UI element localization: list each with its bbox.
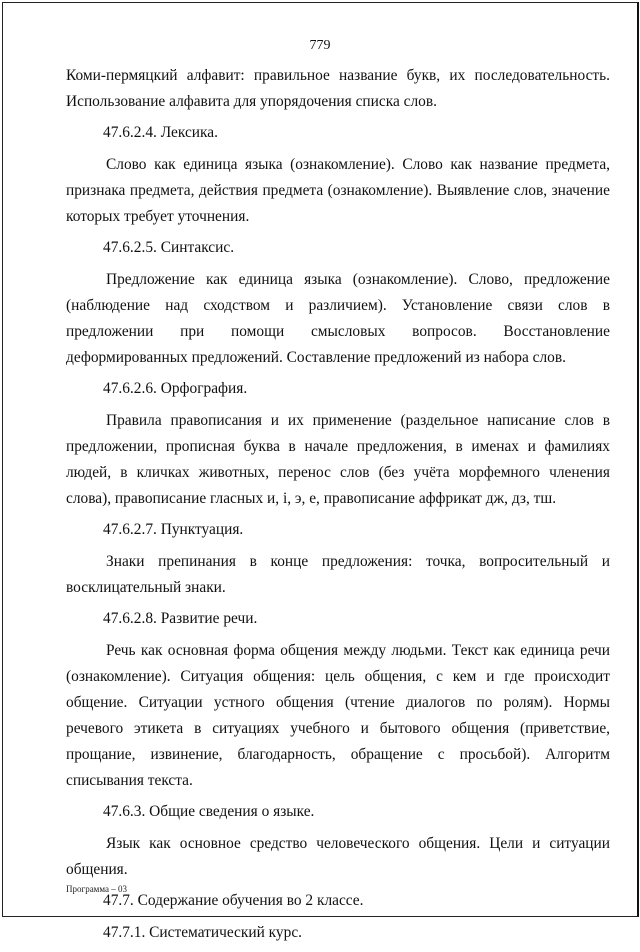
paragraph: Слово как единица языка (ознакомление). Слово как название предмета, признака предмета, действия предмета (ознакомление). Выявление слов, значение которых требует уточнения. (66, 156, 610, 225)
paragraph: Правила правописания и их применение (раздельное написание слов в предложении, прописная буква в начале предложения, в именах и фамилиях людей, в кличках животных, перенос слов (без учёта морфемного членения слова), правописание гласных и, i, э, е, правописание аффрикат дж, дз, тш. (66, 412, 610, 507)
paragraph: Речь как основная форма общения между людьми. Текст как единица речи (ознакомление). Ситуация общения: цель общения, с кем и где происходит общение. Ситуации устного общения (чтение диалогов по ролям). Нормы речевого этикета в ситуациях учебного и бытового общения (приветствие, прощание, извинение, благодарность, обращение с просьбой). Алгоритм списывания текста. (66, 642, 610, 789)
footer-note: Программа – 03 (66, 884, 128, 894)
section-heading: 47.7.1. Систематический курс. (103, 924, 303, 941)
section-heading: 47.6.2.7. Пунктуация. (103, 521, 244, 538)
section-heading: 47.6.2.6. Орфография. (103, 380, 248, 397)
section-heading: 47.6.3. Общие сведения о языке. (103, 803, 315, 820)
section-heading: 47.7. Содержание обучения во 2 классе. (103, 892, 364, 909)
document-body (66, 63, 610, 952)
paragraph: Знаки препинания в конце предложения: точка, вопросительный и восклицательный знаки. (66, 553, 610, 596)
section-heading: 47.6.2.4. Лексика. (103, 124, 218, 141)
paragraph: Коми-пермяцкий алфавит: правильное название букв, их последовательность. Использование алфавита для упорядочения списка слов. (66, 67, 610, 110)
paragraph: Язык как основное средство человеческого общения. Цели и ситуации общения. (66, 835, 610, 878)
page-number: 779 (309, 38, 331, 53)
paragraph: Предложение как единица языка (ознакомление). Слово, предложение (наблюдение над сходством и различием). Установление связи слов в предложении при помощи смысловых вопросов. Восстановление деформированных предложений. Составление предложений из набора слов. (66, 271, 610, 366)
section-heading: 47.6.2.8. Развитие речи. (103, 610, 258, 627)
section-heading: 47.6.2.5. Синтаксис. (103, 239, 235, 256)
